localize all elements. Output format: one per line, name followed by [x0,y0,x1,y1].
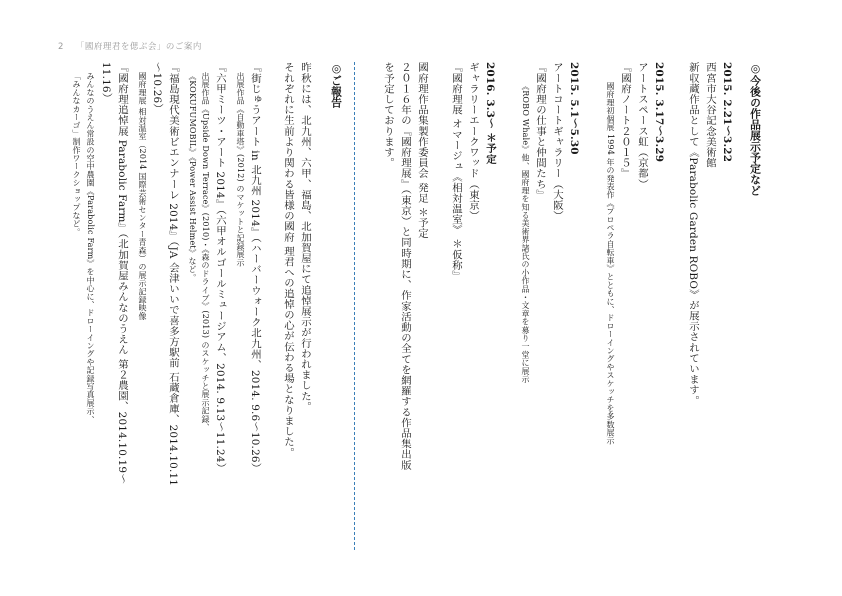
report-3-note: 國府理展 相対温室（2014 国際芸術センター青森）の展示記録映像 [138,72,147,321]
report-intro-2: それぞれに生前より関わる皆様の國府 理君への追悼の心が伝わる場となりました。 [282,62,294,458]
schedule-heading: ◎今後の作品展示予定など [749,62,762,197]
event-2-note: 國府理初個展 1994 年の発表作《プロペラ自転車》とともに、ドローイングやスケッチを多数展示 [606,82,615,445]
event-2-title: 『國府ノート２０１５』 [619,62,631,179]
event-1-venue: 西宮市大谷記念美術館 [704,62,716,168]
event-3-note: 《ROBO Whale》他、國府理を知る美術界諸氏の小作品・文章を募り一堂に展示 [521,82,530,384]
event-3-title: 『國府理の仕事と仲間たち』 [534,62,546,200]
section-divider [354,62,355,550]
report-1-title: 『街じゅうアート in 北九州 2014』（ハーバーウォーク北九州、2014. 9.6～10.26） [249,62,261,474]
report-4-title: 『國府理追悼展 Parabolic Farm』（北加賀屋みんなのうえん 第２農園、2014.10.19～ [116,62,128,484]
page-header [58,40,202,52]
page-number: 2 [58,42,64,52]
report-heading: ◎ご報告 [330,62,343,109]
event-1-description: 新収蔵作品として《Parabolic Garden ROBO》が展示されています。 [687,62,699,406]
event-4-date: 2016. 3.3～ ＊予定 [484,62,496,165]
report-4-note-cont: 「みんなカーゴ」制作ワークショップなど。 [72,72,81,236]
event-3-date: 2015. 5.1～5.30 [568,62,580,155]
report-4-title-cont: 11.16） [100,62,112,104]
event-5-line-2: ２０１６年の『國府理展』（東京）と同時期に、作家活動の全てを網羅する作品集出版 [399,62,411,471]
event-3-venue: アートコートギャラリー（大阪） [551,62,563,221]
report-3-title: 『福島現代美術ビエンナーレ 2014』（JA 会津いいで喜多方駅前 石蔵倉庫、2014.10.11 [167,62,179,487]
event-2-venue: アートスペース虹（京都） [636,62,648,190]
report-1-note: 出展作品《自動車塔》(2012) のマケットと記録展示 [236,72,245,267]
report-3-title-cont: ～10.26） [151,62,163,114]
report-2-title: 『六甲ミーツ・アート 2014』（六甲オルゴールミュージアム、2014. 9.13～11.24） [214,62,226,474]
report-2-note: 出展作品《Upside Down Terrace》(2010)・《森のドライブ》(2013) のスケッチと展示記録、 [201,72,210,432]
event-2-date: 2015. 3.17～3.29 [653,62,665,163]
report-intro-1: 昨秋には、北九州、六甲、福島、北加賀屋にて追悼展示が行われました。 [299,62,311,412]
event-4-title: 『國府理展 オマージュ《相対温室》 ＊仮称』 [450,62,462,282]
report-4-note: みんなのうえん常設の空中農園《Parabolic Farm》を中心に、ドローイングや記録写真展示、 [86,72,95,424]
event-5-line-1: 國府理作品集製作委員会 発足 ＊予定 [416,62,428,239]
event-1-date: 2015. 2.21～3.22 [721,62,733,163]
report-2-note-cont: 《KOKUFUMOBIL》《Power Assist Helmet》など。 [188,72,197,282]
event-4-venue: ギャラリーエークワッド（東京） [467,62,479,221]
event-5-line-3: を予定しております。 [382,62,394,168]
header-title: 「國府理君を偲ぶ会」のご案内 [75,42,202,52]
